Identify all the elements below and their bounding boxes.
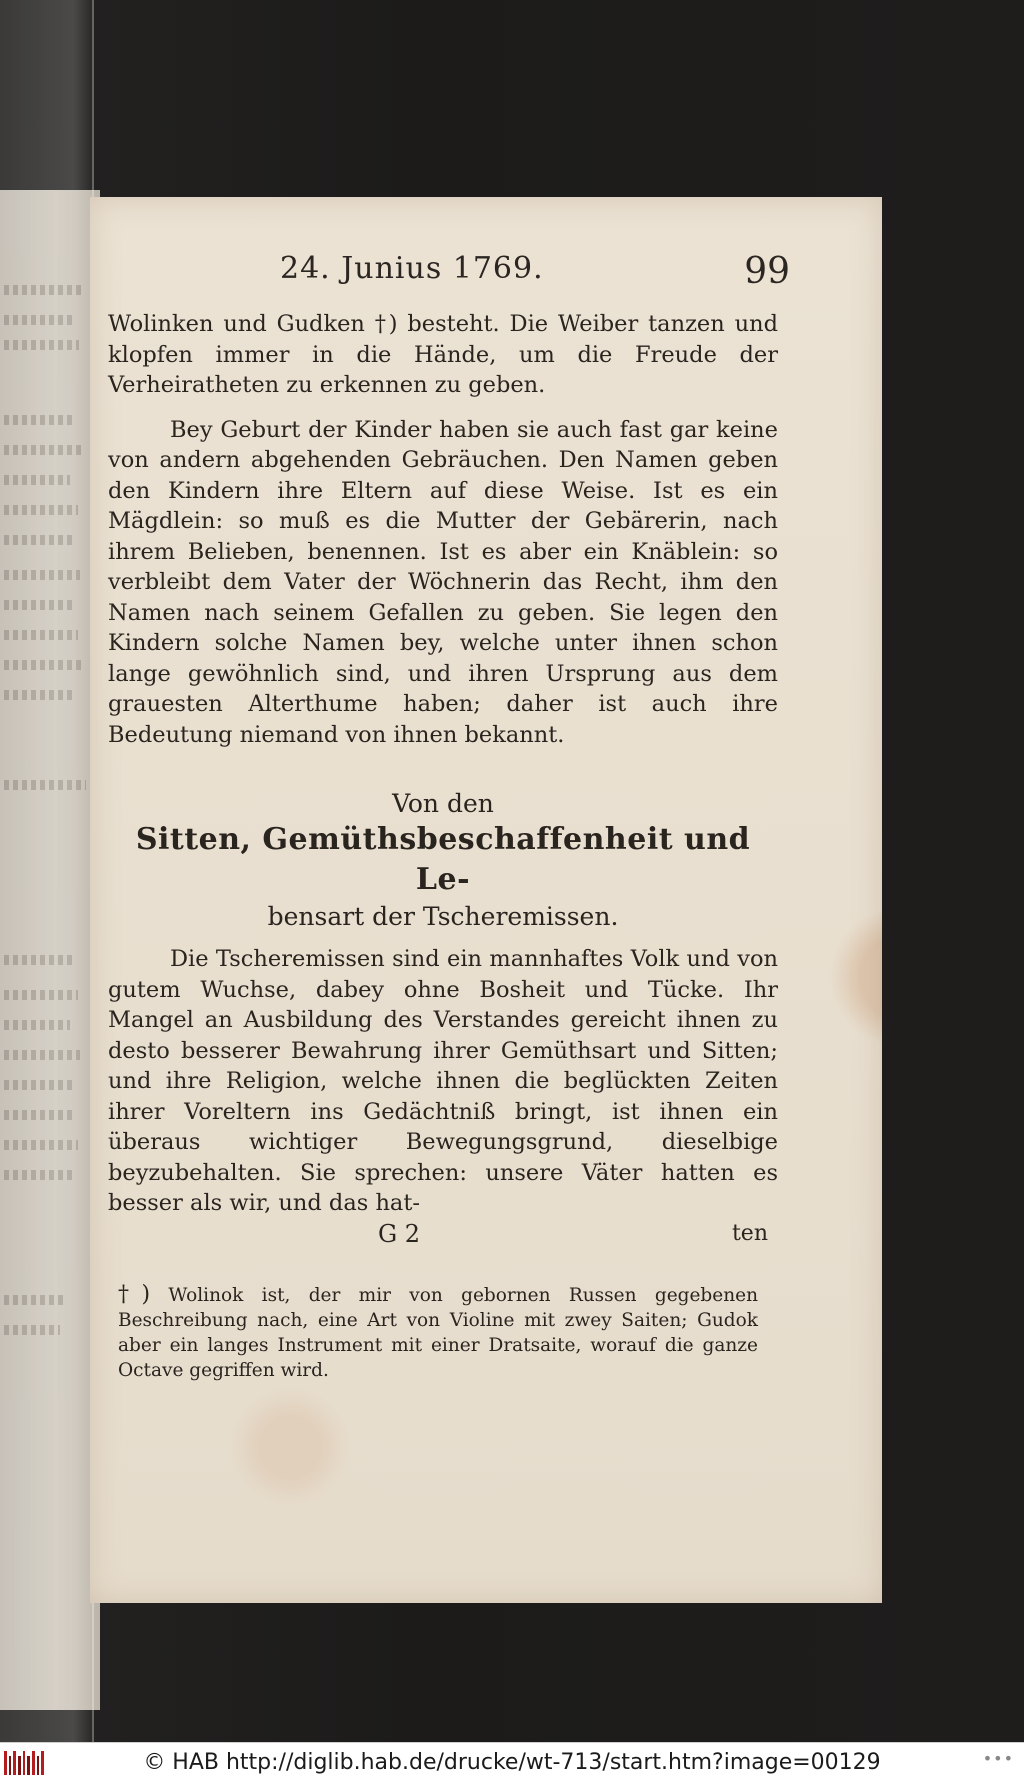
paragraph-3: Die Tscheremissen sind ein mannhaftes Volk und von gutem Wuchse, dabey ohne Bosheit und Tücke. Ihr Mangel an Ausbildung des Verstandes gereicht ihnen zu desto besserer Bewahrung ihrer Gemüthsart und Sitten; und ihre Religion, welche ihnen die beglückten Zeiten ihrer Voreltern ins Gedächtniß bringt, ist ihnen ein überaus wichtiger Bewegungsgrund, dieselbige beyzubehalten. Sie sprechen: unsere Väter hatten es besser als wir, und das hat- (108, 946, 778, 1216)
footnote-text: Wolinok ist, der mir von gebornen Russen gegebenen Beschreibung nach, eine Art von Violine mit zwey Saiten; Gudok aber ein langes Instrument mit einer Dratsaite, worauf die ganze Octave gegriffen wird. (118, 1285, 758, 1381)
footnote-mark: †) (118, 1282, 151, 1307)
footnote (118, 1282, 758, 1383)
paragraph-1: Wolinken und Gudken †) besteht. Die Weiber tanzen und klopfen immer in die Hände, um die Freude der Verheiratheten zu erkennen zu geben. (108, 311, 778, 398)
signature-line (108, 1219, 778, 1247)
running-head-date: 24. Junius 1769. (280, 251, 544, 286)
signature-mark: G 2 (378, 1219, 421, 1248)
overlay-sheet (0, 0, 94, 1742)
more-icon[interactable]: ••• (982, 1749, 1014, 1768)
footer-bar (0, 1742, 1024, 1783)
heading-line-2: Sitten, Gemüthsbeschaffenheit und Le- (135, 822, 751, 897)
page-number: 99 (744, 251, 790, 292)
heading-line-3: bensart der Tscheremissen. (267, 902, 619, 931)
copyright-caption[interactable]: © HAB http://diglib.hab.de/drucke/wt-713/start.htm?image=00129 (143, 1750, 881, 1775)
catchword: ten (731, 1220, 768, 1246)
book-page (90, 197, 882, 1603)
main-text (108, 309, 778, 1247)
heading-line-1: Von den (392, 789, 494, 818)
running-head (90, 249, 882, 293)
paragraph-2: Bey Geburt der Kinder haben sie auch fast gar keine von andern abgehenden Gebräuchen. Den Namen geben den Kindern ihre Eltern auf diese Weise. Ist es ein Mägdlein: so muß es die Mutter der Gebärerin, nach ihrem Belieben, benennen. Ist es aber ein Knäblein: so verbleibt dem Vater der Wöchnerin das Recht, ihm den Namen nach seinem Gefallen zu geben. Sie legen den Kindern solche Namen bey, welche unter ihnen schon lange gewöhnlich sind, und ihren Ursprung aus dem grauesten Alterthume haben; daher ist auch ihre Bedeutung niemand von ihnen bekannt. (108, 416, 778, 748)
section-heading (108, 788, 778, 934)
